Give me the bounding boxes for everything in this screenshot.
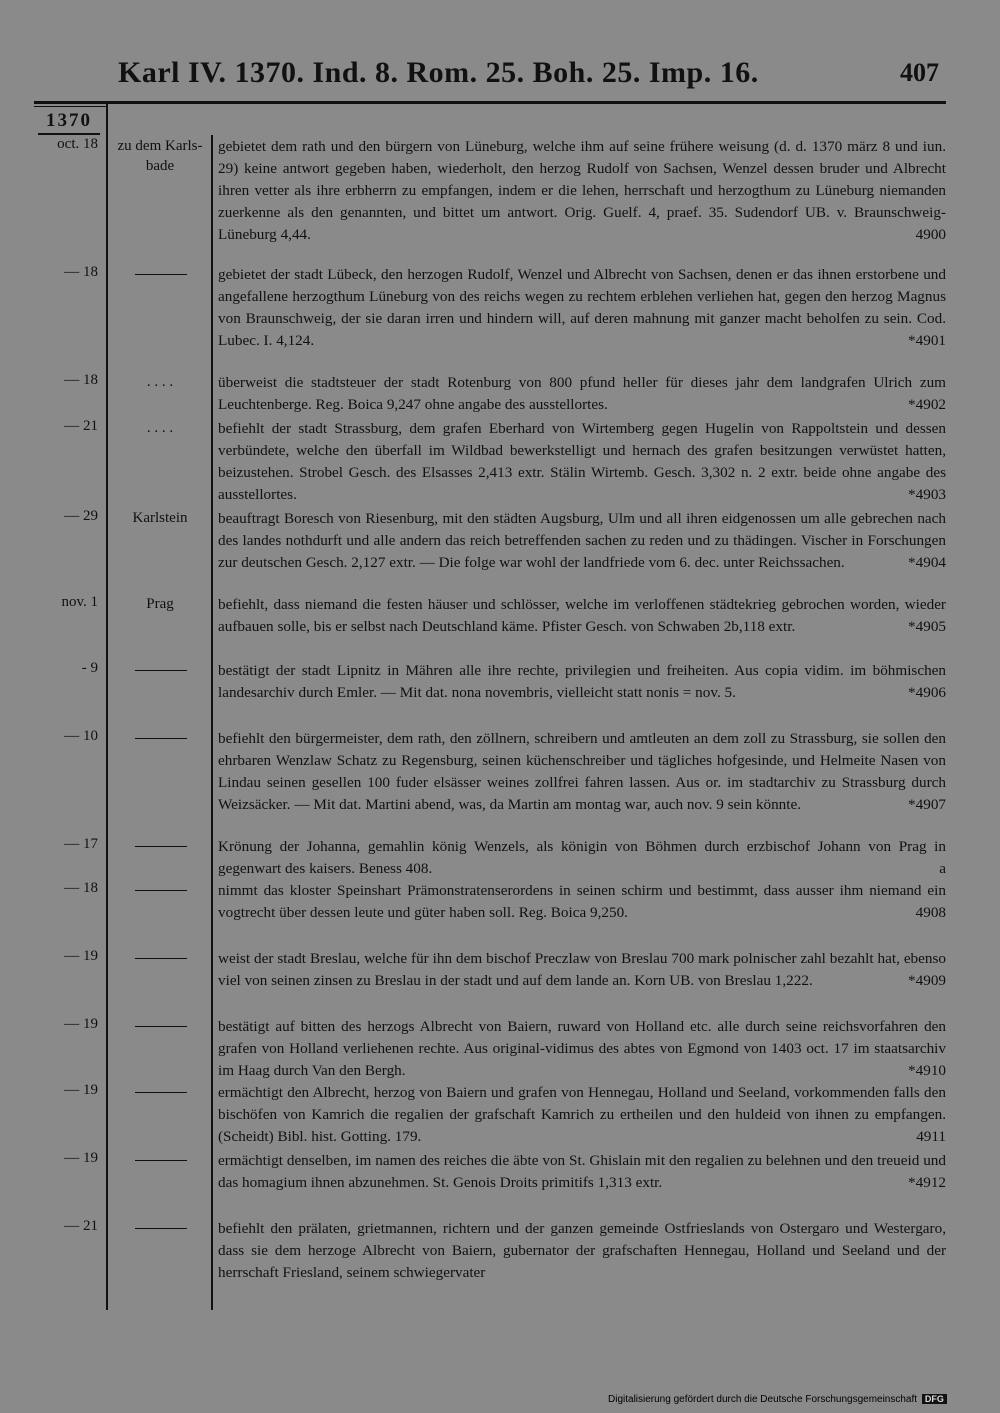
entry-text — [218, 836, 946, 880]
entry-number: *4909 — [908, 972, 946, 989]
entry-text — [218, 660, 946, 704]
entry-body: befiehlt den bürgermeister, dem rath, den zöllnern, schreibern und amtleuten an dem zoll zu Strassburg, sie sollen den ehrbaren Wenzlaw Schatz zu Regensburg, seinen küchenschreiber und tägliches hofgesinde, und Helmeite Nasen von Lindau seinen gesellen 100 fuder elsässer weines zollfrei fahren lassen. Aus or. im stadtarchiv zu Strassburg durch Weizsäcker. — Mit dat. Martini abend, was, da Martin am montag war, auch nov. 9 sein könnte. — [218, 730, 946, 813]
entry-body: bestätigt auf bitten des herzogs Albrecht von Baiern, ruward von Holland etc. alle durch seine reichsvorfahren den grafen von Holland verliehenen rechte. Aus original-vidimus des abtes von Egmond von 1403 oct. 17 im staatsarchiv im Haag durch Van den Bergh. — [218, 1018, 946, 1079]
entry-place: . . . . — [146, 420, 174, 436]
header-rule — [34, 101, 946, 104]
place-ditto-dash — [135, 1160, 187, 1161]
entry-place: . . . . — [146, 374, 174, 390]
header-rule-thin — [34, 106, 108, 107]
entry-date: oct. 18 — [57, 136, 98, 152]
entry-text — [218, 372, 946, 416]
column-rule-date — [106, 104, 108, 1310]
entry-text — [218, 948, 946, 992]
entry-date: — 19 — [64, 948, 98, 964]
dfg-logo: DFG — [922, 1394, 947, 1404]
entry-body: befiehlt der stadt Strassburg, dem grafen Eberhard von Wirtemberg gegen Hugelin von Rappoltstein und dessen verbündete, welche den überfall im Wildbad bewerkstelligt und hernach des grafen besitzungen verwüstet hatten, beizustehen. Strobel Gesch. des Elsasses 2,413 extr. Stälin Wirtemb. Gesch. 3,302 n. 2 extr. beide ohne angabe des ausstellortes. — [218, 420, 946, 503]
entry-date: — 18 — [64, 372, 98, 388]
entry-number: *4903 — [908, 486, 946, 503]
entry-date: — 18 — [64, 264, 98, 280]
entry-number: 4908 — [915, 904, 946, 921]
entry-date: — 10 — [64, 728, 98, 744]
place-ditto-dash — [135, 1228, 187, 1229]
entry-body: ermächtigt den Albrecht, herzog von Baiern und grafen von Hennegau, Holland und Seeland, vorkommenden falls den bischöfen von Kamrich die regalien der grafschaft Kamrich zu ertheilen und den huldeid von ihnen zu empfangen. (Scheidt) Bibl. hist. Gotting. 179. — [218, 1084, 946, 1145]
entry-place: Prag — [146, 596, 174, 612]
footer-text: Digitalisierung gefördert durch die Deutsche Forschungsgemeinschaft — [608, 1394, 918, 1405]
place-ditto-dash — [135, 890, 187, 891]
entry-number: 4900 — [915, 226, 946, 243]
entry-number: 4911 — [916, 1128, 946, 1145]
entry-text — [218, 508, 946, 574]
entry-date: — 19 — [64, 1150, 98, 1166]
entry-number: *4907 — [908, 796, 946, 813]
year-rule — [38, 133, 100, 135]
place-ditto-dash — [135, 1092, 187, 1093]
entry-text — [218, 728, 946, 816]
entry-body: nimmt das kloster Speinshart Prämonstratenserordens in seinen schirm und bestimmt, dass ausser ihm niemand ein vogtrecht über dessen leute und güter haben soll. Reg. Boica 9,250. — [218, 882, 946, 921]
place-ditto-dash — [135, 274, 187, 275]
entry-date: nov. 1 — [61, 594, 98, 610]
entry-number: *4912 — [908, 1174, 946, 1191]
entry-date: — 19 — [64, 1016, 98, 1032]
entry-text — [218, 418, 946, 506]
entry-number: *4910 — [908, 1062, 946, 1079]
entry-body: Krönung der Johanna, gemahlin könig Wenzels, als königin von Böhmen durch erzbischof Johann von Prag in gegenwart des kaisers. Beness 408. — [218, 838, 946, 877]
entry-number: *4901 — [908, 332, 946, 349]
entry-text — [218, 1082, 946, 1148]
entry-text — [218, 1150, 946, 1194]
entry-date: — 29 — [64, 508, 98, 524]
footer — [608, 1394, 947, 1405]
entry-body: gebietet der stadt Lübeck, den herzogen Rudolf, Wenzel und Albrecht von Sachsen, denen er das ihnen erstorbene und angefallene herzogthum Lüneburg von des reichs wegen zu rechtem erblehen verliehen hat, gegen den herzog Magnus von Braunschweig, der sie daran irren und hindern will, auf deren mahnung mit ganzer macht beholfen zu sein. Cod. Lubec. I. 4,124. — [218, 266, 946, 349]
page-number: 407 — [900, 58, 939, 87]
entry-place: zu dem Karls-bade — [117, 138, 203, 174]
entry-text — [218, 880, 946, 924]
entry-place: Karlstein — [132, 510, 188, 526]
entry-text — [218, 1218, 946, 1284]
place-ditto-dash — [135, 738, 187, 739]
entry-date: — 21 — [64, 1218, 98, 1234]
place-ditto-dash — [135, 1026, 187, 1027]
entry-body: beauftragt Boresch von Riesenburg, mit den städten Augsburg, Ulm und all ihren eidgenossen um alle gebrechen nach des landes nothdurft und alle andern das reich betreffenden sachen zu reden und zu thädingen. Vischer in Forschungen zur deutschen Gesch. 2,127 extr. — Die folge war wohl der landfriede vom 6. dec. unter Reichssachen. — [218, 510, 946, 571]
entry-number: *4902 — [908, 396, 946, 413]
entry-body: überweist die stadtsteuer der stadt Rotenburg von 800 pfund heller für dieses jahr dem landgrafen Ulrich zum Leuchtenberge. Reg. Boica 9,247 ohne angabe des ausstellortes. — [218, 374, 946, 413]
place-ditto-dash — [135, 958, 187, 959]
entry-date: — 19 — [64, 1082, 98, 1098]
entry-text — [218, 264, 946, 352]
entry-number: *4906 — [908, 684, 946, 701]
entry-body: ermächtigt denselben, im namen des reiches die äbte von St. Ghislain mit den regalien zu belehnen und den treueid und das homagium ihnen abzunehmen. St. Genois Droits primitifs 1,313 extr. — [218, 1152, 946, 1191]
entry-text — [218, 136, 946, 246]
entry-text — [218, 594, 946, 638]
year-heading: 1370 — [46, 110, 92, 131]
entry-number: a — [939, 860, 946, 877]
entry-date: — 18 — [64, 880, 98, 896]
entry-number: *4905 — [908, 618, 946, 635]
running-title: Karl IV. 1370. Ind. 8. Rom. 25. Boh. 25. Imp. 16. — [118, 56, 759, 89]
entry-date: — 17 — [64, 836, 98, 852]
entry-body: bestätigt der stadt Lipnitz in Mähren alle ihre rechte, privilegien und freiheiten. Aus copia vidim. im böhmischen landesarchiv durch Emler. — Mit dat. nona novembris, vielleicht statt nonis = nov. 5. — [218, 662, 946, 701]
entry-body: befiehlt den prälaten, grietmannen, richtern und der ganzen gemeinde Ostfrieslands von Ostergaro und Westergaro, dass sie dem herzoge Albrecht von Baiern, gubernator der grafschaften Hennegau, Holland und Seeland und der herrschaft Friesland, seinem schwiegervater — [218, 1220, 946, 1281]
entry-date: - 9 — [81, 660, 98, 676]
place-ditto-dash — [135, 670, 187, 671]
entry-text — [218, 1016, 946, 1082]
column-rule-place — [211, 135, 213, 1310]
entry-body: gebietet dem rath und den bürgern von Lüneburg, welche ihm auf seine frühere weisung (d. d. 1370 märz 8 und iun. 29) keine antwort gegeben haben, wiederholt, den herzog Rudolf von Sachsen, Wenzel dessen bruder und Albrecht ihren vetter als ihre erbherrn zu empfangen, indem er die lehen, herrschaft und herzogthum zu Lüneburg niemanden zuerkenne als den genannten, und bittet um antwort. Orig. Guelf. 4, praef. 35. Sudendorf UB. v. Braunschweig-Lüneburg 4,44. — [218, 138, 946, 243]
entry-body: weist der stadt Breslau, welche für ihn dem bischof Preczlaw von Breslau 700 mark polnischer zahl bezahlt hat, ebenso viel von seinen zinsen zu Breslau in der stadt und auf dem lande an. Korn UB. von Breslau 1,222. — [218, 950, 946, 989]
entry-body: befiehlt, dass niemand die festen häuser und schlösser, welche im verloffenen städtekrieg gebrochen worden, wieder aufbauen solle, bis er selbst nach Deutschland käme. Pfister Gesch. von Schwaben 2b,118 extr. — [218, 596, 946, 635]
place-ditto-dash — [135, 846, 187, 847]
page-header — [0, 52, 1000, 100]
entry-number: *4904 — [908, 554, 946, 571]
entry-date: — 21 — [64, 418, 98, 434]
